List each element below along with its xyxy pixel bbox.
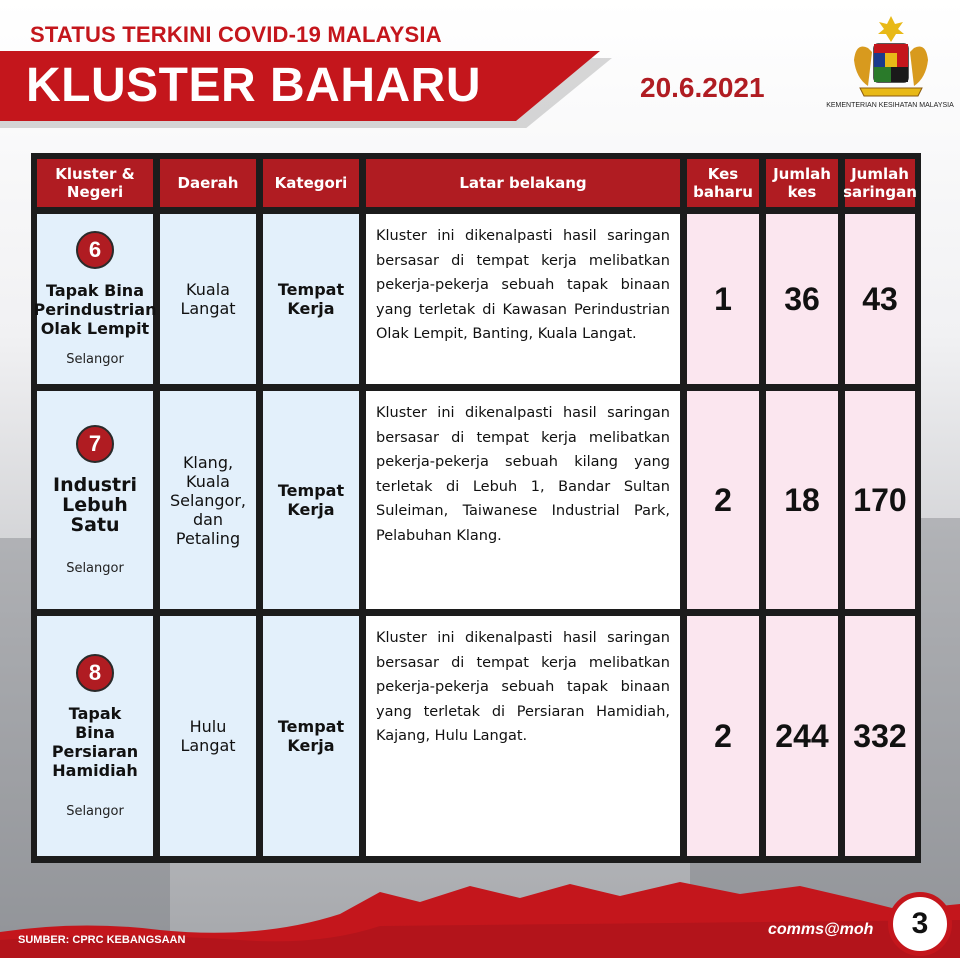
table-row-total-screened-cell [845, 616, 915, 856]
background-text: Kluster ini dikenalpasti hasil saringan bersasar di tempat kerja melibatkan pekerja-pekerja sebuah tapak binaan yang terletak di Persiaran Hamidiah, Kajang, Hulu Langat. [376, 630, 670, 744]
category-text: Tempat Kerja [277, 481, 345, 519]
total-cases-value: 36 [784, 280, 820, 317]
col-header-label: Daerah [177, 174, 239, 192]
table-row-district-cell [160, 391, 256, 609]
district-text: Hulu Langat [180, 717, 236, 755]
category-text: Tempat Kerja [277, 717, 345, 755]
col-header-label: Jumlah saringan [843, 165, 917, 201]
district-text: Kuala Langat [180, 280, 236, 318]
col-header-label: Kategori [274, 174, 348, 192]
footer-red-wave [0, 880, 960, 958]
total-screened-value: 332 [853, 717, 907, 754]
table-row-category-cell [263, 214, 359, 384]
table-row-new-cases-cell [687, 616, 759, 856]
cluster-state: Selangor [66, 352, 124, 367]
table-row-cluster-cell [37, 616, 153, 856]
table-row-background-cell [366, 214, 680, 384]
table-row-total-screened-cell [845, 214, 915, 384]
table-row-new-cases-cell [687, 214, 759, 384]
table-row-total-screened-cell [845, 391, 915, 609]
table-row-category-cell [263, 616, 359, 856]
social-handle: comms@moh [768, 921, 874, 938]
ministry-label: KEMENTERIAN KESIHATAN MALAYSIA [826, 102, 954, 109]
cluster-name: Industri Lebuh Satu [53, 473, 137, 536]
table-row-district-cell [160, 616, 256, 856]
table-row-total-cases-cell [766, 391, 838, 609]
source-label: SUMBER: CPRC KEBANGSAAN [18, 934, 186, 946]
total-screened-value: 43 [862, 280, 898, 317]
table-row-background-cell [366, 616, 680, 856]
background-text: Kluster ini dikenalpasti hasil saringan bersasar di tempat kerja melibatkan pekerja-pekerja sebuah kilang yang terletak di Lebuh 1, Bandar Sultan Suleiman, Taiwanese Industrial Park, Pelabuhan Klang. [376, 405, 670, 544]
cluster-number-badge: 6 [76, 231, 114, 269]
table-row-cluster-cell [37, 391, 153, 609]
table-row-total-cases-cell [766, 214, 838, 384]
col-header-label: Kes baharu [693, 165, 753, 201]
col-header-label: Jumlah kes [773, 165, 831, 201]
cluster-number-badge: 8 [76, 654, 114, 692]
new-cases-value: 2 [714, 481, 732, 518]
col-header-cluster [37, 159, 153, 207]
col-header-new-cases [687, 159, 759, 207]
col-header-label: Kluster & Negeri [55, 165, 135, 201]
cluster-table [31, 153, 921, 863]
table-row-total-cases-cell [766, 616, 838, 856]
col-header-category [263, 159, 359, 207]
col-header-district [160, 159, 256, 207]
cluster-name: Tapak Bina Perindustrian Olak Lempit [33, 281, 157, 338]
col-header-background [366, 159, 680, 207]
new-cases-value: 2 [714, 717, 732, 754]
new-cases-value: 1 [714, 280, 732, 317]
cluster-state: Selangor [66, 803, 124, 819]
table-row-background-cell [366, 391, 680, 609]
malaysia-coat-of-arms-icon [846, 12, 936, 100]
col-header-total-cases [766, 159, 838, 207]
background-text: Kluster ini dikenalpasti hasil saringan bersasar di tempat kerja melibatkan pekerja-pekerja sebuah tapak binaan yang terletak di Kawasan Perindustrian Olak Lempit, Banting, Kuala Langat. [376, 228, 670, 342]
total-cases-value: 244 [775, 717, 829, 754]
table-row-new-cases-cell [687, 391, 759, 609]
header-date: 20.6.2021 [640, 72, 765, 103]
page-number-badge: 3 [888, 892, 952, 956]
table-row-category-cell [263, 391, 359, 609]
cluster-number-badge: 7 [76, 425, 114, 463]
total-screened-value: 170 [853, 481, 907, 518]
page-title: KLUSTER BAHARU [26, 59, 481, 112]
col-header-total-screened [845, 159, 915, 207]
table-row-district-cell [160, 214, 256, 384]
col-header-label: Latar belakang [459, 174, 587, 192]
cluster-state: Selangor [66, 560, 124, 576]
header-subtitle: STATUS TERKINI COVID-19 MALAYSIA [30, 22, 442, 47]
category-text: Tempat Kerja [277, 280, 345, 318]
table-row-cluster-cell [33, 214, 157, 384]
cluster-name: Tapak Bina Persiaran Hamidiah [51, 703, 139, 780]
district-text: Klang, Kuala Selangor, dan Petaling [170, 452, 246, 548]
total-cases-value: 18 [784, 481, 820, 518]
